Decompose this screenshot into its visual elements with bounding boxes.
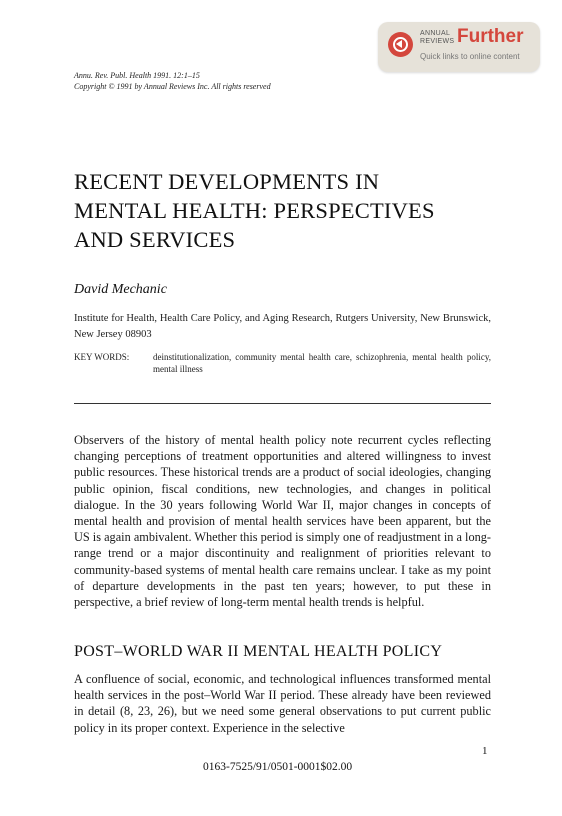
section-divider <box>74 403 491 404</box>
author-name: David Mechanic <box>74 282 167 297</box>
citation-line-2: Copyright © 1991 by Annual Reviews Inc. All rights reserved <box>74 82 271 91</box>
section-paragraph: A confluence of social, economic, and technological influences transformed mental health services in the post–World War II period. These already have been reviewed in detail (8, 23, 26), but we need some general observations to put current public policy in its proper context. Experience in the selective <box>74 672 491 735</box>
badge-subtitle: Quick links to online content <box>420 52 520 61</box>
section-heading: POST–WORLD WAR II MENTAL HEALTH POLICY <box>74 643 443 660</box>
badge-annual-label: ANNUAL <box>420 30 451 37</box>
badge-reviews-label: REVIEWS <box>420 38 455 45</box>
article-title <box>74 167 494 254</box>
title-line-3: AND SERVICES <box>74 227 236 252</box>
play-back-icon <box>388 32 413 57</box>
citation-line-1: Annu. Rev. Publ. Health 1991. 12:1–15 <box>74 71 200 80</box>
abstract-paragraph: Observers of the history of mental health policy note recurrent cycles reflecting changing perceptions of treatment opportunities and altered willingness to invest public resources. These historical trends are a product of social ideologies, changing public opinion, fiscal conditions, new technologies, and changes in political dialogue. In the 30 years following World War II, major changes in concepts of mental health and provision of mental health services have been apparent, but the US is again ambivalent. Whether this period is simply one of readjustment in a long-range trend or a major discontinuity and realignment of priorities relevant to community-based systems of mental health care remains unclear. I take as my point of departure developments in the past ten years; however, to put these in perspective, a brief review of long-term mental health trends is helpful. <box>74 433 491 610</box>
page-number: 1 <box>482 745 488 757</box>
author-affiliation: Institute for Health, Health Care Policy, and Aging Research, Rutgers University, New Brunswick, New Jersey 08903 <box>74 313 491 340</box>
issn-code: 0163-7525/91/0501-0001$02.00 <box>203 761 353 773</box>
annual-reviews-further-badge[interactable] <box>378 22 540 72</box>
keywords-label: KEY WORDS: <box>74 352 130 362</box>
badge-further-label: Further <box>457 26 524 47</box>
keywords-block <box>74 351 491 375</box>
keywords-list: deinstitutionalization, community mental health care, schizophrenia, mental health policy, mental illness <box>153 352 491 374</box>
journal-citation <box>74 70 271 92</box>
title-line-1: RECENT DEVELOPMENTS IN <box>74 169 380 194</box>
title-line-2: MENTAL HEALTH: PERSPECTIVES <box>74 198 435 223</box>
